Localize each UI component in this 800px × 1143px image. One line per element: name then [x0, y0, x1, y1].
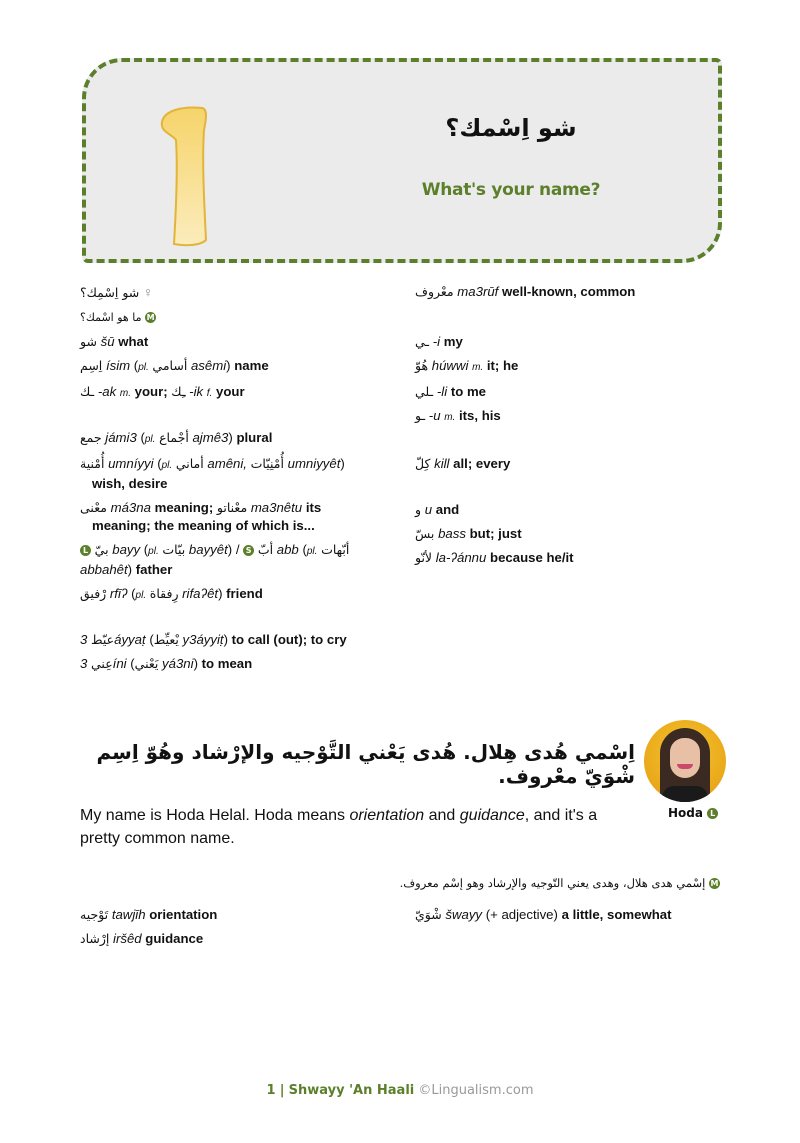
book-title: Shwayy 'An Haali: [288, 1083, 415, 1098]
vocab-list-bottom-left: [80, 906, 380, 954]
vocab-entry-li: ـلي -li to me: [415, 384, 487, 399]
vocab-entry-3ayyat: عيّط 3áyyaṭ (يْعيِّط y3áyyiṭ) to call (out); to cry: [80, 632, 347, 647]
vocab-entry-phrase-fem: شو اِسْمِك؟ ♀: [80, 284, 154, 300]
dialogue-english-translation: My name is Hoda Helal. Hoda means orientation and guidance, and it's a pretty common name.: [80, 807, 598, 847]
vocab-list-bottom-right: [415, 906, 725, 930]
page-number: 1: [266, 1083, 276, 1098]
speaker-label: Hoda L: [668, 806, 718, 820]
msa-badge-icon: M: [710, 879, 719, 888]
vocab-entry-bass: بسّ bass but; just: [415, 526, 522, 541]
vocab-entry-phrase-msa: ما هو اسْمك؟ M: [80, 311, 155, 324]
vocab-entry-umniyyi: أُمْنية umníyyi (pl. أماني amêni, أُمْنِيّات umniyyêt) wish, desire: [80, 456, 345, 491]
vocab-list-left: [80, 283, 400, 679]
vocab-entry-shwayy: شْوَيّ šwayy (+ adjective) a little, somewhat: [415, 907, 672, 922]
vocab-entry-shu: شو šū what: [80, 334, 149, 349]
vocab-entry-bayy: L بيّ bayy (pl. بيّات bayyêt) / S أبّ abb (pl. أبّهات abbahêt) father: [80, 542, 350, 577]
levantine-badge-icon: L: [707, 808, 718, 819]
speaker-avatar: [644, 720, 726, 802]
vocab-entry-jami3: جمع jámi3 (pl. أجْماع ajmê3) plural: [80, 430, 273, 445]
levantine-badge-icon: L: [80, 545, 91, 556]
lesson-header-box: [82, 58, 722, 263]
arabic-numeral-one-icon: [154, 100, 214, 250]
dialogue-arabic-sentence: اِسْمي هُدى هِلال. هُدى يَعْني التَّوْجيه والإرْشاد وهُوّ اِسِم شْوَيّ معْروف.: [96, 740, 635, 788]
vocab-entry-ak: ـك -ak m. your; ـِك -ik f. your: [80, 384, 245, 399]
vocab-entry-ma3ruf: معْروف ma3rūf well-known, common: [415, 284, 636, 299]
msa-translation: M إسْمي هدى هلال، وهدى يعني التّوجيه والإرشاد وهو إسْم معروف.: [399, 876, 719, 890]
vocab-entry-huwwi: هُوّ húwwi m. it; he: [415, 358, 519, 373]
lesson-title-english: What's your name?: [421, 180, 601, 200]
vocab-entry-irshad: إرْشاد iršêd guidance: [80, 931, 204, 946]
vocab-entry-wa: و u and: [415, 502, 460, 517]
vocab-entry-kill: كِلّ kill all; every: [415, 456, 511, 471]
page-footer: 1 | Shwayy 'An Haali ©Lingualism.com: [266, 1083, 534, 1098]
lesson-title-arabic: شو اِسْمك؟: [445, 114, 577, 142]
vocab-list-right: [415, 283, 725, 573]
vocab-entry-u: ـو -u m. its, his: [415, 408, 501, 423]
vocab-entry-isim: اِسِم ísim (pl. أسامي asêmi) name: [80, 358, 269, 373]
vocab-entry-la2annu: لأنّو la-ʔánnu because he/it: [415, 550, 574, 565]
syrian-badge-icon: S: [243, 545, 254, 556]
vocab-entry-tawjih: تَوْجيه tawjīh orientation: [80, 907, 218, 922]
vocab-entry-i: ـي -i my: [415, 334, 463, 349]
msa-badge-icon: M: [146, 313, 155, 322]
vocab-entry-rfiq: رْفيق rfīʔ (pl. رِفقاة rifaʔêt) friend: [80, 586, 263, 601]
female-symbol-icon: ♀: [142, 284, 154, 300]
vocab-entry-3ini: عِني 3íni (يَعْني yá3ni) to mean: [80, 656, 253, 671]
copyright: ©Lingualism.com: [418, 1083, 534, 1098]
vocab-entry-ma3na: معْنى má3na meaning; معْناتو ma3nêtu its meaning; the meaning of which is...: [80, 500, 322, 533]
